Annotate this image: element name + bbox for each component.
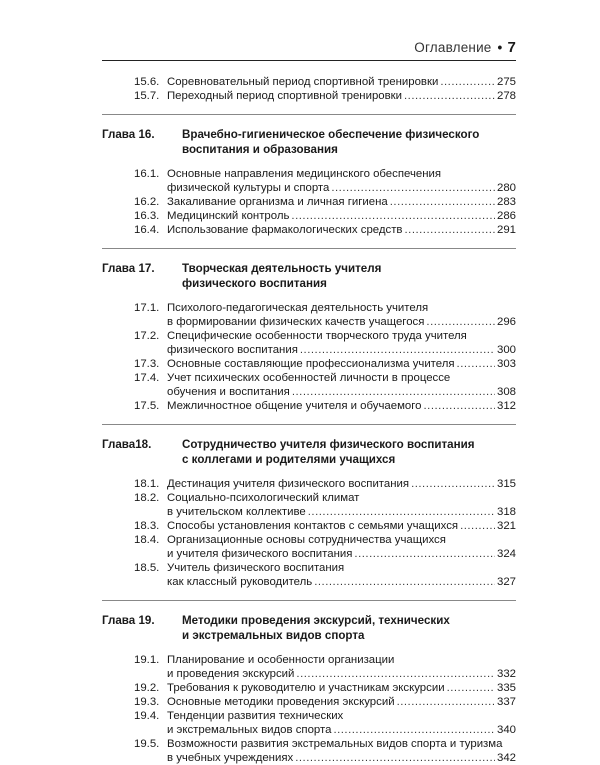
toc-entry — [134, 737, 516, 765]
entry-title: и экстремальных видов спорта — [167, 724, 332, 736]
entry-title: физического воспитания — [167, 344, 298, 356]
entry-line — [167, 477, 516, 491]
entry-line — [167, 167, 516, 181]
entry-page-number: 318 — [496, 506, 516, 518]
entry-line — [167, 751, 516, 765]
toc-entry — [134, 223, 516, 237]
entry-number: 15.6. — [134, 76, 160, 88]
entry-title: Основные направления медицинского обеспечения — [167, 168, 442, 180]
entry-title: и учителя физического воспитания — [167, 548, 353, 560]
entry-title: Планирование и особенности организации — [167, 654, 395, 666]
entry-body — [167, 399, 516, 413]
entry-title: физической культуры и спорта — [167, 182, 330, 194]
dot-leader — [411, 477, 495, 491]
entry-body — [167, 75, 516, 89]
entry-page-number: 340 — [496, 724, 516, 736]
dot-leader — [447, 681, 495, 695]
entry-title: как классный руководитель — [167, 576, 313, 588]
entry-page-number: 300 — [496, 344, 516, 356]
entry-number: 19.5. — [134, 738, 160, 750]
chapter-title-line: Сотрудничество учителя физического воспитания — [182, 438, 475, 451]
toc-entry — [134, 89, 516, 103]
entry-number: 18.4. — [134, 534, 160, 546]
entry-title: Переходный период спортивной тренировки — [167, 90, 403, 102]
toc-entry — [134, 519, 516, 533]
entry-title: Основные методики проведения экскурсий — [167, 696, 395, 708]
entry-body — [167, 653, 516, 681]
entry-line — [167, 371, 516, 385]
entry-page-number: 291 — [496, 224, 516, 236]
toc-entry — [134, 695, 516, 709]
entry-number: 17.3. — [134, 358, 160, 370]
entry-line — [167, 547, 516, 561]
entry-number: 18.1. — [134, 478, 160, 490]
entry-line — [167, 709, 516, 723]
entry-title: Возможности развития экстремальных видов спорта и туризма — [167, 738, 503, 750]
chapter-heading — [102, 127, 516, 157]
chapter-separator — [102, 424, 516, 425]
toc-entry — [134, 357, 516, 371]
entry-number: 18.5. — [134, 562, 160, 574]
bullet-separator: • — [497, 40, 503, 55]
toc-entry — [134, 681, 516, 695]
entry-number: 17.1. — [134, 302, 160, 314]
dot-leader — [397, 695, 495, 709]
chapter-separator — [102, 600, 516, 601]
dot-leader — [314, 575, 495, 589]
entry-line — [167, 491, 516, 505]
entry-number: 17.2. — [134, 330, 160, 342]
entry-page-number: 286 — [496, 210, 516, 222]
chapter-label: Глава 16. — [102, 128, 155, 141]
dot-leader — [295, 751, 495, 765]
entry-body — [167, 737, 516, 765]
entry-title: Учитель физического воспитания — [167, 562, 345, 574]
entry-page-number: 278 — [496, 90, 516, 102]
entry-line — [167, 181, 516, 195]
dot-leader — [390, 195, 495, 209]
chapter-title — [182, 127, 516, 157]
entry-title: Межличностное общение учителя и обучаемого — [167, 400, 422, 412]
entry-page-number: 296 — [496, 316, 516, 328]
entry-line — [167, 301, 516, 315]
running-header-text — [414, 39, 516, 56]
entry-title: Психолого-педагогическая деятельность учителя — [167, 302, 429, 314]
dot-leader — [296, 667, 495, 681]
entry-body — [167, 519, 516, 533]
chapter-title-line: физического воспитания — [182, 277, 327, 290]
entry-body — [167, 89, 516, 103]
chapter-title — [182, 261, 516, 291]
entry-number: 18.2. — [134, 492, 160, 504]
entry-number: 17.5. — [134, 400, 160, 412]
chapter-heading — [102, 261, 516, 291]
entry-body — [167, 491, 516, 519]
toc-entry — [134, 653, 516, 681]
entry-number: 16.1. — [134, 168, 160, 180]
dot-leader — [354, 547, 495, 561]
entry-line — [167, 667, 516, 681]
toc-entry — [134, 561, 516, 589]
entry-body — [167, 477, 516, 491]
toc-entry — [134, 167, 516, 195]
entry-number: 15.7. — [134, 90, 160, 102]
toc-entry — [134, 371, 516, 399]
entry-title: в учебных учреждениях — [167, 752, 294, 764]
entry-page-number: 332 — [496, 668, 516, 680]
entry-line — [167, 653, 516, 667]
chapter-title-line: Врачебно-гигиеническое обеспечение физического — [182, 128, 480, 141]
entry-body — [167, 371, 516, 399]
entry-body — [167, 209, 516, 223]
dot-leader — [331, 181, 495, 195]
dot-leader — [300, 343, 495, 357]
entry-page-number: 321 — [496, 520, 516, 532]
entry-line — [167, 575, 516, 589]
entry-number: 16.4. — [134, 224, 160, 236]
toc-entry — [134, 301, 516, 329]
chapter-heading — [102, 437, 516, 467]
entry-number: 16.3. — [134, 210, 160, 222]
entry-title: Социально-психологический климат — [167, 492, 360, 504]
entry-title: Учет психических особенностей личности в процессе — [167, 372, 451, 384]
dot-leader — [424, 399, 495, 413]
entry-line — [167, 561, 516, 575]
dot-leader — [426, 315, 495, 329]
entry-line — [167, 209, 516, 223]
header-rule — [102, 60, 516, 61]
entry-body — [167, 561, 516, 589]
entry-title: Организационные основы сотрудничества учащихся — [167, 534, 446, 546]
entry-body — [167, 681, 516, 695]
table-of-contents — [102, 75, 516, 765]
chapter-title-line: Творческая деятельность учителя — [182, 262, 382, 275]
toc-entry — [134, 491, 516, 519]
section-label: Оглавление — [414, 40, 492, 55]
entry-body — [167, 195, 516, 209]
chapter-label: Глава 17. — [102, 262, 155, 275]
entry-title: в учительском коллективе — [167, 506, 306, 518]
entry-title: в формировании физических качеств учащегося — [167, 316, 425, 328]
entry-title: Способы установления контактов с семьями учащихся — [167, 520, 459, 532]
dot-leader — [460, 519, 495, 533]
chapter-title — [182, 437, 516, 467]
chapter-title-line: и экстремальных видов спорта — [182, 629, 365, 642]
entry-title: и проведения экскурсий — [167, 668, 295, 680]
chapter-title — [182, 613, 516, 643]
entry-line — [167, 385, 516, 399]
entry-body — [167, 329, 516, 357]
entry-line — [167, 195, 516, 209]
entry-number: 19.4. — [134, 710, 160, 722]
entry-line — [167, 329, 516, 343]
entry-line — [167, 681, 516, 695]
dot-leader — [440, 75, 495, 89]
entry-title: Дестинация учителя физического воспитания — [167, 478, 410, 490]
entry-title: Тенденции развития технических — [167, 710, 344, 722]
chapter-title-line: с коллегами и родителями учащихся — [182, 453, 396, 466]
entry-line — [167, 533, 516, 547]
toc-entry — [134, 329, 516, 357]
entry-body — [167, 533, 516, 561]
entry-page-number: 308 — [496, 386, 516, 398]
entry-body — [167, 695, 516, 709]
entry-body — [167, 301, 516, 329]
entry-page-number: 324 — [496, 548, 516, 560]
dot-leader — [308, 505, 495, 519]
dot-leader — [291, 209, 495, 223]
entry-line — [167, 399, 516, 413]
entry-title: Соревновательный период спортивной тренировки — [167, 76, 439, 88]
entry-number: 19.1. — [134, 654, 160, 666]
chapter-heading — [102, 613, 516, 643]
dot-leader — [404, 223, 495, 237]
entry-line — [167, 75, 516, 89]
entry-line — [167, 737, 516, 751]
entry-number: 16.2. — [134, 196, 160, 208]
entry-number: 19.2. — [134, 682, 160, 694]
entry-line — [167, 223, 516, 237]
toc-entry — [134, 709, 516, 737]
dot-leader — [457, 357, 495, 371]
toc-entry — [134, 195, 516, 209]
entry-body — [167, 357, 516, 371]
chapter-separator — [102, 114, 516, 115]
toc-entry — [134, 477, 516, 491]
entry-line — [167, 357, 516, 371]
dot-leader — [333, 723, 495, 737]
entry-number: 18.3. — [134, 520, 160, 532]
entry-title: Медицинский контроль — [167, 210, 290, 222]
toc-entry — [134, 209, 516, 223]
entry-line — [167, 695, 516, 709]
chapter-label: Глава18. — [102, 438, 152, 451]
toc-entry — [134, 399, 516, 413]
entry-page-number: 275 — [496, 76, 516, 88]
entry-title: Специфические особенности творческого труда учителя — [167, 330, 467, 342]
entry-page-number: 312 — [496, 400, 516, 412]
entry-body — [167, 709, 516, 737]
entry-page-number: 280 — [496, 182, 516, 194]
entry-line — [167, 343, 516, 357]
entry-title: Требования к руководителю и участникам экскурсии — [167, 682, 445, 694]
entry-page-number: 342 — [496, 752, 516, 764]
entry-line — [167, 89, 516, 103]
entry-body — [167, 167, 516, 195]
entry-page-number: 283 — [496, 196, 516, 208]
entry-title: обучения и воспитания — [167, 386, 290, 398]
toc-entry — [134, 75, 516, 89]
entry-line — [167, 723, 516, 737]
entry-title: Закаливание организма и личная гигиена — [167, 196, 388, 208]
entry-line — [167, 519, 516, 533]
entry-page-number: 327 — [496, 576, 516, 588]
entry-page-number: 315 — [496, 478, 516, 490]
entry-page-number: 337 — [496, 696, 516, 708]
page-number: 7 — [507, 39, 516, 56]
dot-leader — [292, 385, 495, 399]
entry-page-number: 303 — [496, 358, 516, 370]
entry-title: Использование фармакологических средств — [167, 224, 403, 236]
entry-line — [167, 315, 516, 329]
entry-page-number: 335 — [496, 682, 516, 694]
entry-body — [167, 223, 516, 237]
running-header — [102, 39, 516, 59]
entry-number: 17.4. — [134, 372, 160, 384]
chapter-title-line: Методики проведения экскурсий, технических — [182, 614, 450, 627]
entry-title: Основные составляющие профессионализма учителя — [167, 358, 455, 370]
chapter-separator — [102, 248, 516, 249]
dot-leader — [404, 89, 495, 103]
entry-number: 19.3. — [134, 696, 160, 708]
entry-line — [167, 505, 516, 519]
toc-entry — [134, 533, 516, 561]
chapter-label: Глава 19. — [102, 614, 155, 627]
chapter-title-line: воспитания и образования — [182, 143, 338, 156]
